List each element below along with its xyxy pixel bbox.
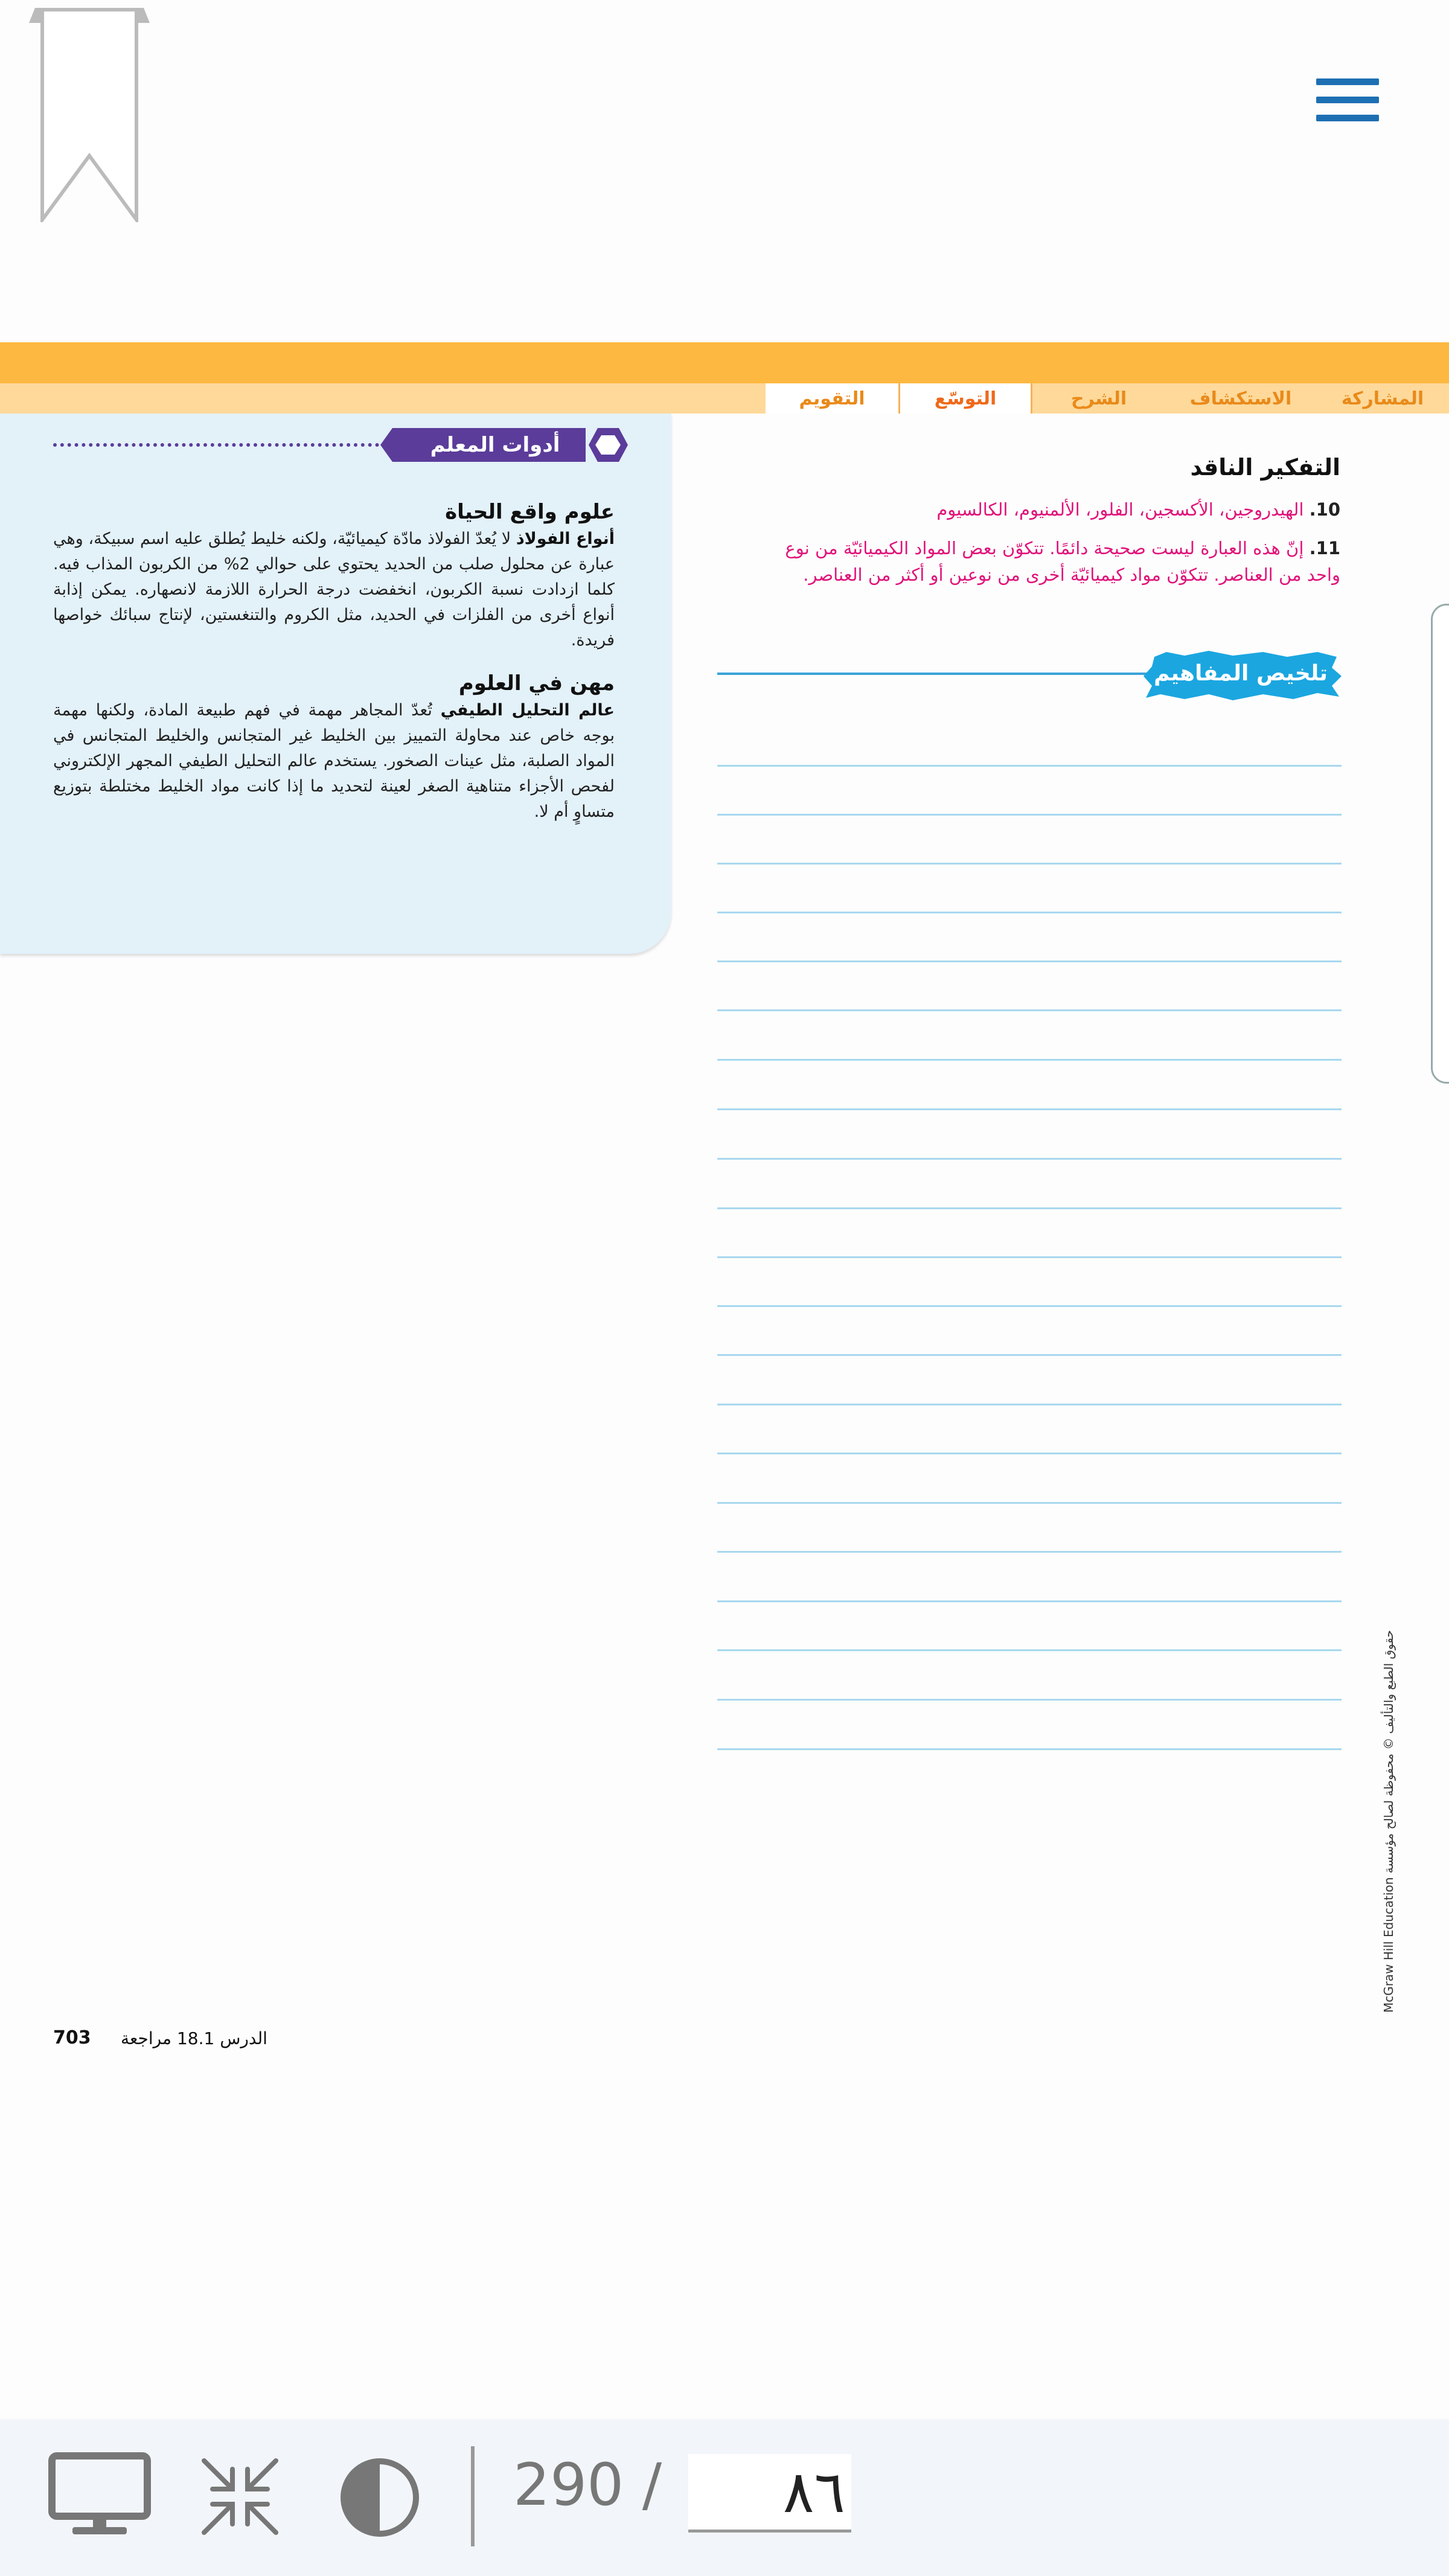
writing-line[interactable] (717, 1108, 1342, 1110)
writing-line[interactable] (717, 1551, 1342, 1553)
writing-line[interactable] (717, 1256, 1342, 1258)
writing-line[interactable] (717, 960, 1342, 962)
writing-line[interactable] (717, 863, 1342, 865)
writing-line[interactable] (717, 765, 1342, 767)
spectroscopy-text: تُعدّ المجاهر مهمة في فهم طبيعة المادة، ولكنها مهمة بوجه خاص عند محاولة التمييز بين الخليط غير المتجانس والخليط المتجانس في المواد الصلبة، مثل عينات الصخور. يستخدم عالم التحليل الطيفي المجهر الإلكتروني لفحص الأجزاء متناهية الصغر لعينة لتحديد ما إذا كانت مواد الخليط مختلطة بتوزيع متساوٍ أم لا. (53, 701, 615, 821)
section-heading-real-life: علوم واقع الحياة (445, 500, 615, 524)
page-number-input[interactable] (688, 2454, 851, 2533)
fit-screen-icon[interactable] (199, 2456, 281, 2537)
lesson-tabs (673, 383, 1449, 414)
copyright-container (1363, 1630, 1399, 2013)
writing-line[interactable] (717, 1009, 1342, 1011)
answer-10 (894, 496, 1340, 524)
total-pages: 290 / (513, 2451, 662, 2519)
answer-10-text: الهيدروجين، الأكسجين، الفلور، الألمنيوم، الكالسيوم (936, 499, 1304, 520)
steel-text: لا يُعدّ الفولاذ مادّة كيميائيّة، ولكنه خليط يُطلق عليه اسم سبيكة، وهي عبارة عن محلول صلب من الحديد يحتوي على حوالي 2% من الكربون المذاب فيه. كلما ازدادت نسبة الكربون، انخفضت درجة الحرارة اللازمة لانصهاره. يمكن إذابة أنواع أخرى من الفلزات في الحديد، مثل الكروم والتنغستين، لإنتاج سبائك خواصها فريدة. (53, 529, 615, 650)
side-panel-tab[interactable] (1431, 604, 1449, 1084)
toolbar-divider (471, 2446, 475, 2546)
teacher-tools-label: أدوات المعلم (430, 433, 560, 457)
steel-paragraph (53, 526, 615, 659)
writing-line[interactable] (717, 1649, 1342, 1651)
answer-11 (755, 535, 1340, 619)
writing-line[interactable] (717, 1305, 1342, 1307)
bookmark-icon[interactable] (29, 5, 150, 222)
answer-11-text: إنّ هذه العبارة ليست صحيحة دائمًا. تتكوّن بعض المواد الكيميائيّة من نوع واحد من العناصر. تتكوّن مواد كيميائيّة أخرى من نوعين أو أكثر من العناصر. (785, 538, 1340, 585)
section-heading-careers: مهن في العلوم (458, 671, 615, 695)
header-band (0, 342, 1449, 383)
steel-term: أنواع الفولاذ (516, 529, 615, 548)
tab-explore[interactable]: الاستكشاف (1165, 383, 1316, 414)
summary-label: تلخيص المفاهيم (1154, 661, 1328, 686)
dotted-divider (53, 443, 379, 447)
tab-evaluate[interactable]: التقويم (766, 383, 898, 414)
contrast-icon[interactable] (339, 2457, 420, 2538)
spectroscopy-term: عالم التحليل الطيفي (440, 701, 615, 720)
menu-button[interactable] (1316, 78, 1379, 122)
writing-line[interactable] (717, 1059, 1342, 1061)
summary-divider (717, 673, 1152, 675)
copyright-text: حقوق الطبع والتأليف © محفوظة لصالح مؤسسة McGraw Hill Education (1381, 1630, 1396, 2013)
writing-line[interactable] (717, 1748, 1342, 1750)
writing-line[interactable] (717, 912, 1342, 913)
spectroscopy-paragraph (53, 698, 615, 831)
writing-line[interactable] (717, 1600, 1342, 1602)
page-number: 703 (53, 2027, 91, 2048)
writing-line[interactable] (717, 1453, 1342, 1454)
desktop-icon[interactable] (48, 2452, 151, 2537)
answer-11-number: 11. (1309, 538, 1340, 558)
tab-explain[interactable]: الشرح (1032, 383, 1165, 414)
answer-10-number: 10. (1309, 499, 1340, 520)
writing-line[interactable] (717, 1404, 1342, 1405)
writing-line[interactable] (717, 1699, 1342, 1701)
writing-line[interactable] (717, 1502, 1342, 1504)
writing-line[interactable] (717, 1207, 1342, 1209)
writing-line[interactable] (717, 814, 1342, 816)
critical-thinking-title: التفكير الناقد (1190, 454, 1340, 481)
lesson-label: الدرس 18.1 مراجعة (121, 2028, 267, 2048)
writing-line[interactable] (717, 1354, 1342, 1356)
writing-line[interactable] (717, 1158, 1342, 1160)
tab-engage[interactable]: المشاركة (1316, 383, 1449, 414)
tab-elaborate[interactable]: التوسّع (898, 383, 1032, 414)
